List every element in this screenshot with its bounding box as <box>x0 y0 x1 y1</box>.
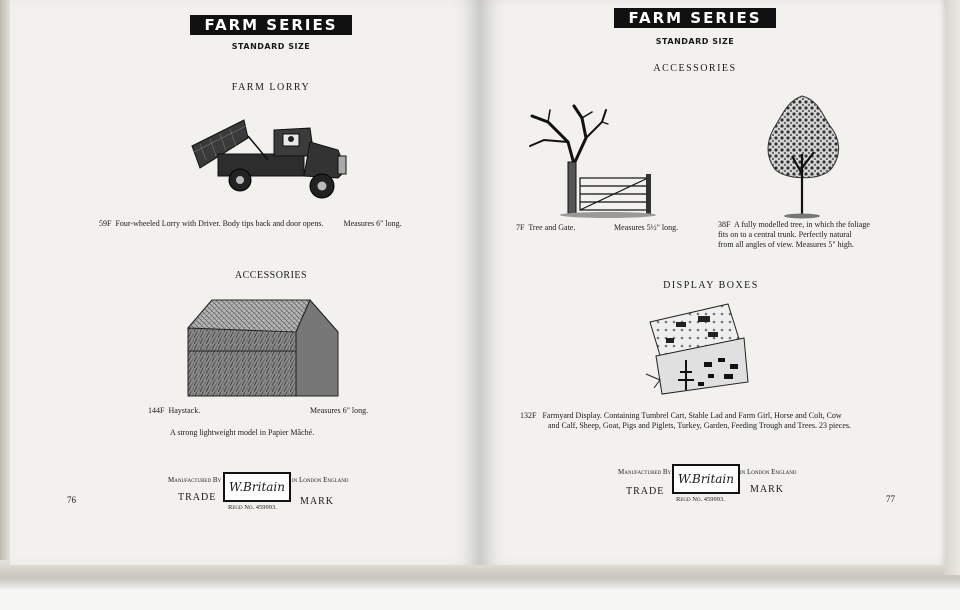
caption-line: A fully modelled tree, in which the foliage <box>734 220 870 229</box>
tree-gate-caption <box>516 223 716 233</box>
lorry-caption <box>99 219 459 229</box>
mark-label: MARK <box>300 496 335 507</box>
display-box-illustration <box>646 302 770 398</box>
tree-and-gate-illustration <box>528 102 658 218</box>
haystack-note: A strong lightweight model in Papier Mâché. <box>170 428 315 437</box>
caption-line: from all angles of view. Measures 5" high. <box>718 240 854 249</box>
tree-caption <box>718 220 928 250</box>
accessories-heading: ACCESSORIES <box>653 63 737 74</box>
item-description: Four-wheeled Lorry with Driver. Body tips back and door opens. <box>115 219 324 228</box>
caption-line: and Calf, Sheep, Goat, Pigs and Piglets, Turkey, Garden, Feeding Trough and Trees. 23 pieces. <box>548 421 852 430</box>
britain-logo: W.Britain <box>223 472 291 502</box>
item-code: 7F <box>516 223 525 232</box>
standard-size-label: STANDARD SIZE <box>231 42 311 51</box>
item-code: 144F <box>148 406 165 415</box>
page-number: 76 <box>67 495 76 505</box>
item-measure: Measures 6" long. <box>310 406 369 415</box>
catalogue-page-left <box>10 0 480 565</box>
farm-lorry-illustration <box>188 116 348 206</box>
trade-label: TRADE <box>626 486 665 497</box>
location-label: in London England <box>292 476 349 484</box>
item-description: Haystack. <box>168 406 201 415</box>
book-edge-right <box>944 0 960 575</box>
item-description: Tree and Gate. <box>528 223 576 232</box>
tree-illustration <box>762 94 844 218</box>
catalogue-page-right <box>480 0 946 565</box>
display-caption <box>520 411 940 431</box>
series-banner: FARM SERIES <box>190 15 352 35</box>
manufactured-by-label: Manufactured By <box>168 476 222 484</box>
britain-logo: W.Britain <box>672 464 740 494</box>
display-boxes-heading: DISPLAY BOXES <box>663 280 759 291</box>
haystack-illustration <box>182 296 340 406</box>
series-banner: FARM SERIES <box>614 8 776 28</box>
regd-number: Regd No. 459993. <box>676 496 725 503</box>
caption-line: fits on to a central trunk. Perfectly natural <box>718 230 852 239</box>
accessories-heading: ACCESSORIES <box>234 270 308 281</box>
haystack-caption <box>148 406 478 416</box>
item-measure: Measures 5½" long. <box>614 223 679 232</box>
item-code: 38F <box>718 220 731 229</box>
britain-trademark <box>618 462 838 512</box>
item-code: 132F <box>520 411 537 420</box>
item-measure: Measures 6" long. <box>343 219 402 228</box>
britain-trademark <box>168 470 388 520</box>
mark-label: MARK <box>750 484 785 495</box>
manufactured-by-label: Manufactured By <box>618 468 672 476</box>
trade-label: TRADE <box>178 492 217 503</box>
farm-lorry-heading: FARM LORRY <box>231 82 311 93</box>
caption-line: Farmyard Display. Containing Tumbrel Cart, Stable Lad and Farm Girl, Horse and Colt, Cow <box>542 411 842 420</box>
location-label: in London England <box>740 468 797 476</box>
standard-size-label: STANDARD SIZE <box>655 37 735 46</box>
item-code: 59F <box>99 219 112 228</box>
page-number: 77 <box>886 494 895 504</box>
regd-number: Regd No. 459993. <box>228 504 277 511</box>
